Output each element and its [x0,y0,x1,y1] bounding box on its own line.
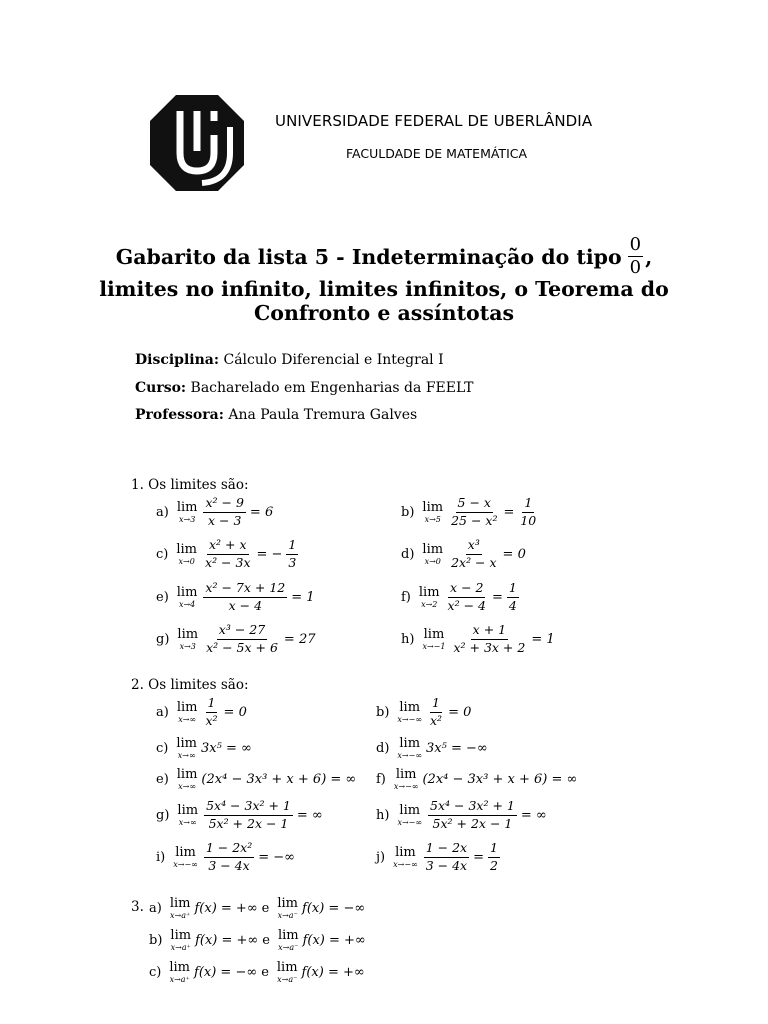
denominator: 5x² + 2x − 1 [208,815,289,831]
lim-word: lim [176,767,198,782]
conjunction: e [261,901,270,916]
q1-item-d [401,539,526,569]
result-fraction [286,539,298,569]
limit-operator [177,768,198,791]
lim-word: lim [169,896,191,911]
result-fraction [518,497,538,527]
q2-item-f [376,768,577,791]
result: = ∞ [520,807,547,823]
lim-word: lim [422,541,444,557]
denominator: 2 [490,857,498,873]
lim-subscript: x→∞ [178,817,197,827]
lim-word: lim [177,802,199,818]
numerator: x² − 7x + 12 [203,582,287,598]
result: = 0 [502,546,526,562]
expression: 3x⁵ = ∞ [201,741,252,756]
q1-item-a [156,497,273,527]
limit-operator [393,846,418,869]
item-label: b) [401,504,415,520]
q1-item-c [156,539,300,569]
lim-subscript: x→a⁺ [170,911,191,920]
expression-fraction [446,582,488,612]
lim-word: lim [277,928,299,943]
title-fraction [628,236,643,277]
result: = −∞ [258,849,295,865]
expression-fraction [424,842,469,872]
title-line-1-end: , [645,244,653,269]
lim-word: lim [176,541,198,557]
lim-word: lim [176,584,198,600]
lim-word: lim [277,896,299,911]
lim-subscript: x→a⁻ [277,975,298,984]
lim-word: lim [422,499,444,515]
denominator: x² [430,712,443,728]
item-label: j) [376,849,386,865]
denominator: 3 − 4x [208,857,250,873]
result-fraction [507,582,519,612]
result-fraction [488,842,500,872]
q2-item-b [376,697,471,727]
limit-operator [397,804,422,827]
numerator: 5 − x [456,497,493,513]
q2-item-j [376,842,502,872]
lim-word: lim [176,499,198,515]
item-label: f) [401,589,411,605]
item-label: b) [149,933,163,948]
expression-fraction [449,497,499,527]
denominator: x² − 4 [447,597,486,613]
q1-item-f [401,582,521,612]
limit-operator [397,701,422,724]
lim-word: lim [399,736,421,751]
lim-word: lim [395,767,417,782]
lim-subscript: x→a⁻ [277,911,298,920]
item-label: c) [156,546,169,562]
denominator: 2x² − x [451,554,497,570]
q2-item-d [376,737,488,760]
expression: f(x) = +∞ [195,933,259,948]
expression: f(x) = −∞ [302,901,366,916]
result: = 27 [283,631,316,647]
denominator: 5x² + 2x − 1 [432,815,513,831]
numerator: 5x⁴ − 3x² + 1 [204,800,293,816]
numerator: x² − 9 [203,497,245,513]
lim-word: lim [170,928,192,943]
numerator: x + 1 [471,624,508,640]
title-line-3: Confronto e assíntotas [253,301,515,325]
q3-item-c [149,961,365,984]
expression: f(x) = +∞ [194,901,258,916]
lim-word: lim [423,626,445,642]
limit-operator [169,961,190,984]
title-frac-num: 0 [629,234,642,255]
limit-operator [177,804,198,827]
expression-fraction [203,539,252,569]
lim-subscript: x→−∞ [397,714,422,724]
result: = 0 [448,704,472,720]
expression: (2x⁴ − 3x³ + x + 6) = ∞ [422,772,578,787]
result: = 1 [531,631,555,647]
limit-operator [176,543,197,566]
limit-operator [173,846,198,869]
q3-item-a [149,897,365,920]
limit-operator [277,961,298,984]
denominator: 3 [288,554,297,570]
item-label: e) [156,772,169,787]
expression-fraction [203,582,287,612]
item-label: i) [156,849,166,865]
expression-fraction [203,697,219,727]
expression: f(x) = −∞ [194,965,258,980]
item-label: h) [401,631,415,647]
document-title [0,236,768,325]
meta-discipline: Disciplina: Cálculo Diferencial e Integral I [135,352,444,368]
q3-number: 3. [131,899,144,915]
lim-subscript: x→−∞ [397,751,422,760]
lim-word: lim [399,802,421,818]
lim-word: lim [175,844,196,860]
conjunction: e [262,933,270,948]
expression: f(x) = +∞ [302,933,366,948]
item-label: a) [156,704,169,720]
denominator: 10 [520,512,537,528]
lim-subscript: x→3 [179,641,196,651]
q1-item-h [401,624,555,654]
lim-subscript: x→a⁻ [278,943,299,952]
conjunction: e [261,965,269,980]
numerator: 1 [522,497,534,513]
denominator: x − 4 [228,597,263,613]
result: = ∞ [296,807,323,823]
q2-item-g [156,800,323,830]
expression-fraction [428,800,517,830]
lim-word: lim [176,699,198,715]
lim-word: lim [399,699,421,715]
denominator: x² [205,712,218,728]
lim-subscript: x→2 [421,599,438,609]
lim-subscript: x→−∞ [173,859,198,869]
item-label: h) [376,807,390,823]
lim-word: lim [418,584,440,600]
item-label: d) [376,741,390,756]
lim-subscript: x→−1 [422,641,446,651]
q2-item-e [156,768,356,791]
q1-item-g [156,624,316,654]
q1-item-e [156,582,315,612]
limit-operator [422,628,445,651]
limit-operator [170,929,191,952]
expression-fraction [203,497,245,527]
numerator: 1 − 2x² [204,842,254,858]
numerator: 1 [206,697,218,713]
title-line-1: Gabarito da lista 5 - Indeterminação do tipo [115,244,622,269]
numerator: 1 [430,697,442,713]
q2-item-c [156,737,252,760]
lim-subscript: x→4 [178,599,196,609]
denominator: x² − 5x + 6 [206,639,278,655]
lim-subscript: x→−∞ [393,859,418,869]
lim-subscript: x→0 [424,556,441,566]
item-label: c) [156,741,169,756]
denominator: x − 3 [207,512,242,528]
numerator: 1 [507,582,519,598]
expression-fraction [449,539,498,569]
limit-operator [422,543,443,566]
q1-item-b [401,497,540,527]
q2-item-h [376,800,547,830]
q2-item-a [156,697,247,727]
lim-subscript: x→a⁺ [170,943,191,952]
lim-word: lim [177,626,199,642]
expression: 3x⁵ = −∞ [426,741,488,756]
lim-word: lim [395,844,416,860]
limit-operator [177,501,198,524]
faculty-name: FACULDADE DE MATEMÁTICA [346,146,528,161]
item-label: d) [401,546,415,562]
item-label: a) [156,504,169,520]
item-label: c) [149,965,162,980]
denominator: 4 [508,597,517,613]
numerator: x³ − 27 [217,624,267,640]
numerator: x² + x [207,539,249,555]
limit-operator [177,628,198,651]
lim-subscript: x→−∞ [393,782,419,791]
item-label: a) [149,901,162,916]
title-line-2: limites no infinito, limites infinitos, o Teorema do [99,277,669,301]
result: = [503,504,515,520]
denominator: x² − 3x [205,554,251,570]
lim-subscript: x→a⁺ [169,975,190,984]
limit-operator [170,897,191,920]
item-label: e) [156,589,169,605]
numerator: x − 2 [448,582,485,598]
lim-subscript: x→∞ [178,714,197,724]
limit-operator [422,501,443,524]
result: = [491,589,503,605]
item-label: b) [376,704,390,720]
result: = [473,849,484,865]
limit-operator [397,737,422,760]
item-label: f) [376,772,386,787]
meta-professor: Professora: Ana Paula Tremura Galves [135,407,418,423]
lim-subscript: x→5 [424,514,441,524]
lim-subscript: x→−∞ [397,817,423,827]
university-name: UNIVERSIDADE FEDERAL DE UBERLÂNDIA [275,112,593,130]
title-frac-den: 0 [629,257,642,278]
limit-operator [277,897,298,920]
q2-heading: 2. Os limites são: [131,677,249,693]
q1-heading: 1. Os limites são: [131,477,249,493]
q3-item-b [149,929,366,952]
item-label: g) [156,631,170,647]
lim-subscript: x→0 [178,556,195,566]
numerator: 5x⁴ − 3x² + 1 [428,800,517,816]
numerator: x³ [466,539,482,555]
expression-fraction [204,624,280,654]
denominator: 25 − x² [451,512,498,528]
item-label: g) [156,807,170,823]
limit-operator [177,701,198,724]
result: = 1 [291,589,315,605]
university-logo [150,95,244,191]
numerator: 1 − 2x [424,842,469,858]
lim-subscript: x→3 [179,514,196,524]
expression-fraction [204,800,293,830]
expression-fraction [428,697,444,727]
meta-course: Curso: Bacharelado em Engenharias da FEELT [135,380,474,396]
result: = − [256,546,283,562]
lim-word: lim [169,960,191,975]
result: = 0 [223,704,247,720]
denominator: 3 − 4x [425,857,468,873]
expression: (2x⁴ − 3x³ + x + 6) = ∞ [201,772,357,787]
numerator: 1 [286,539,298,555]
limit-operator [177,586,198,609]
lim-word: lim [276,960,298,975]
expression-fraction [451,624,527,654]
limit-operator [278,929,299,952]
limit-operator [419,586,440,609]
result: = 6 [249,504,274,520]
denominator: x² + 3x + 2 [453,639,526,655]
numerator: 1 [488,842,500,858]
expression-fraction [204,842,254,872]
q2-item-i [156,842,295,872]
lim-subscript: x→∞ [177,751,196,760]
lim-subscript: x→∞ [178,782,197,791]
expression: f(x) = +∞ [301,965,365,980]
limit-operator [176,737,197,760]
limit-operator [394,768,419,791]
lim-word: lim [176,736,198,751]
